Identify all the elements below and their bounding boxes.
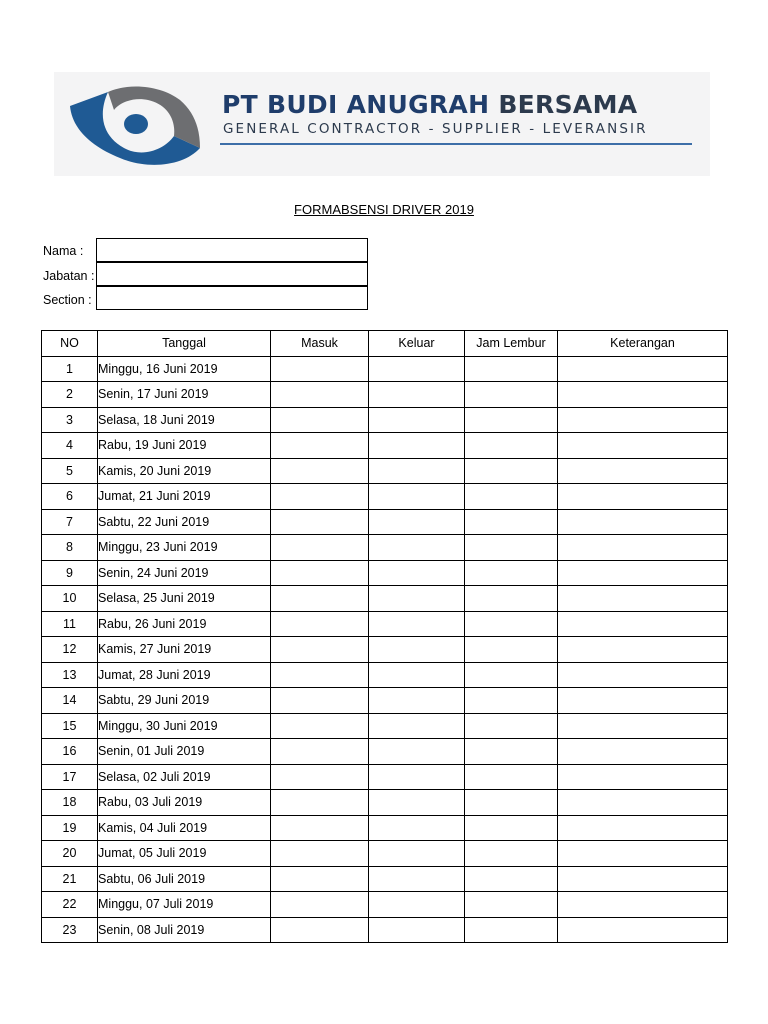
- table-row: [42, 739, 728, 765]
- row-number: 6: [42, 484, 98, 510]
- keterangan-cell[interactable]: [558, 484, 728, 510]
- keterangan-cell[interactable]: [558, 535, 728, 561]
- masuk-cell[interactable]: [271, 815, 369, 841]
- masuk-cell[interactable]: [271, 713, 369, 739]
- row-number: 13: [42, 662, 98, 688]
- masuk-cell[interactable]: [271, 637, 369, 663]
- row-date: Sabtu, 29 Juni 2019: [98, 688, 271, 714]
- keterangan-cell[interactable]: [558, 764, 728, 790]
- row-number: 2: [42, 382, 98, 408]
- keluar-cell[interactable]: [369, 917, 465, 943]
- row-date: Kamis, 20 Juni 2019: [98, 458, 271, 484]
- keterangan-cell[interactable]: [558, 382, 728, 408]
- masuk-cell[interactable]: [271, 535, 369, 561]
- table-row: [42, 407, 728, 433]
- keluar-cell[interactable]: [369, 509, 465, 535]
- row-date: Minggu, 16 Juni 2019: [98, 356, 271, 382]
- row-date: Senin, 17 Juni 2019: [98, 382, 271, 408]
- table-row: [42, 815, 728, 841]
- table-row: [42, 586, 728, 612]
- table-row: [42, 535, 728, 561]
- keterangan-cell[interactable]: [558, 841, 728, 867]
- masuk-cell[interactable]: [271, 790, 369, 816]
- field-label-jabatan: Jabatan :: [43, 269, 95, 283]
- row-number: 12: [42, 637, 98, 663]
- row-number: 3: [42, 407, 98, 433]
- jam-lembur-cell[interactable]: [465, 509, 558, 535]
- column-header-keterangan: Keterangan: [558, 331, 728, 357]
- jam-lembur-cell[interactable]: [465, 790, 558, 816]
- jabatan-field[interactable]: [96, 262, 368, 286]
- row-date: Kamis, 27 Juni 2019: [98, 637, 271, 663]
- keluar-cell[interactable]: [369, 560, 465, 586]
- company-tagline: GENERAL CONTRACTOR - SUPPLIER - LEVERANSIR: [223, 121, 648, 137]
- keterangan-cell[interactable]: [558, 866, 728, 892]
- row-date: Jumat, 21 Juni 2019: [98, 484, 271, 510]
- jam-lembur-cell[interactable]: [465, 382, 558, 408]
- table-row: [42, 866, 728, 892]
- keterangan-cell[interactable]: [558, 892, 728, 918]
- masuk-cell[interactable]: [271, 892, 369, 918]
- row-date: Minggu, 07 Juli 2019: [98, 892, 271, 918]
- row-number: 16: [42, 739, 98, 765]
- column-header-masuk: Masuk: [271, 331, 369, 357]
- keluar-cell[interactable]: [369, 586, 465, 612]
- row-date: Senin, 24 Juni 2019: [98, 560, 271, 586]
- table-row: [42, 637, 728, 663]
- row-number: 17: [42, 764, 98, 790]
- jam-lembur-cell[interactable]: [465, 917, 558, 943]
- masuk-cell[interactable]: [271, 484, 369, 510]
- keluar-cell[interactable]: [369, 764, 465, 790]
- row-number: 19: [42, 815, 98, 841]
- jam-lembur-cell[interactable]: [465, 407, 558, 433]
- masuk-cell[interactable]: [271, 560, 369, 586]
- jam-lembur-cell[interactable]: [465, 484, 558, 510]
- keterangan-cell[interactable]: [558, 662, 728, 688]
- keterangan-cell[interactable]: [558, 713, 728, 739]
- masuk-cell[interactable]: [271, 662, 369, 688]
- jam-lembur-cell[interactable]: [465, 356, 558, 382]
- row-number: 15: [42, 713, 98, 739]
- masuk-cell[interactable]: [271, 688, 369, 714]
- row-date: Rabu, 19 Juni 2019: [98, 433, 271, 459]
- row-date: Selasa, 18 Juni 2019: [98, 407, 271, 433]
- tagline-divider: [220, 143, 692, 145]
- row-number: 10: [42, 586, 98, 612]
- table-row: [42, 764, 728, 790]
- row-date: Sabtu, 06 Juli 2019: [98, 866, 271, 892]
- keluar-cell[interactable]: [369, 662, 465, 688]
- row-number: 9: [42, 560, 98, 586]
- jam-lembur-cell[interactable]: [465, 764, 558, 790]
- column-header-jam-lembur: Jam Lembur: [465, 331, 558, 357]
- jam-lembur-cell[interactable]: [465, 637, 558, 663]
- company-name: [222, 90, 637, 119]
- masuk-cell[interactable]: [271, 866, 369, 892]
- form-title: FORMABSENSI DRIVER 2019: [294, 202, 474, 217]
- table-row: [42, 560, 728, 586]
- masuk-cell[interactable]: [271, 433, 369, 459]
- row-number: 1: [42, 356, 98, 382]
- section-field[interactable]: [96, 286, 368, 310]
- keluar-cell[interactable]: [369, 866, 465, 892]
- field-label-section: Section :: [43, 293, 92, 307]
- row-number: 11: [42, 611, 98, 637]
- masuk-cell[interactable]: [271, 586, 369, 612]
- row-date: Sabtu, 22 Juni 2019: [98, 509, 271, 535]
- keterangan-cell[interactable]: [558, 637, 728, 663]
- keluar-cell[interactable]: [369, 535, 465, 561]
- jam-lembur-cell[interactable]: [465, 586, 558, 612]
- keterangan-cell[interactable]: [558, 407, 728, 433]
- keterangan-cell[interactable]: [558, 356, 728, 382]
- table-row: [42, 433, 728, 459]
- keluar-cell[interactable]: [369, 841, 465, 867]
- jam-lembur-cell[interactable]: [465, 458, 558, 484]
- row-number: 20: [42, 841, 98, 867]
- column-header-keluar: Keluar: [369, 331, 465, 357]
- keluar-cell[interactable]: [369, 790, 465, 816]
- nama-field[interactable]: [96, 238, 368, 262]
- keluar-cell[interactable]: [369, 637, 465, 663]
- table-row: [42, 509, 728, 535]
- row-date: Kamis, 04 Juli 2019: [98, 815, 271, 841]
- jam-lembur-cell[interactable]: [465, 713, 558, 739]
- keluar-cell[interactable]: [369, 407, 465, 433]
- table-row: [42, 484, 728, 510]
- row-number: 5: [42, 458, 98, 484]
- keluar-cell[interactable]: [369, 484, 465, 510]
- row-date: Rabu, 26 Juni 2019: [98, 611, 271, 637]
- keterangan-cell[interactable]: [558, 458, 728, 484]
- table-body: [42, 356, 728, 943]
- row-date: Minggu, 30 Juni 2019: [98, 713, 271, 739]
- masuk-cell[interactable]: [271, 382, 369, 408]
- table-row: [42, 356, 728, 382]
- keluar-cell[interactable]: [369, 382, 465, 408]
- table-row: [42, 662, 728, 688]
- keluar-cell[interactable]: [369, 688, 465, 714]
- row-number: 8: [42, 535, 98, 561]
- keterangan-cell[interactable]: [558, 917, 728, 943]
- row-date: Jumat, 28 Juni 2019: [98, 662, 271, 688]
- table-row: [42, 382, 728, 408]
- masuk-cell[interactable]: [271, 458, 369, 484]
- table-row: [42, 611, 728, 637]
- masuk-cell[interactable]: [271, 407, 369, 433]
- keluar-cell[interactable]: [369, 892, 465, 918]
- jam-lembur-cell[interactable]: [465, 688, 558, 714]
- attendance-table: [41, 330, 728, 943]
- keterangan-cell[interactable]: [558, 611, 728, 637]
- jam-lembur-cell[interactable]: [465, 892, 558, 918]
- company-logo-icon: [68, 84, 204, 166]
- keterangan-cell[interactable]: [558, 688, 728, 714]
- table-header-row: [42, 331, 728, 357]
- row-number: 22: [42, 892, 98, 918]
- masuk-cell[interactable]: [271, 917, 369, 943]
- row-number: 18: [42, 790, 98, 816]
- jam-lembur-cell[interactable]: [465, 815, 558, 841]
- row-date: Minggu, 23 Juni 2019: [98, 535, 271, 561]
- row-date: Selasa, 25 Juni 2019: [98, 586, 271, 612]
- field-label-nama: Nama :: [43, 244, 84, 258]
- jam-lembur-cell[interactable]: [465, 560, 558, 586]
- keluar-cell[interactable]: [369, 713, 465, 739]
- jam-lembur-cell[interactable]: [465, 662, 558, 688]
- company-name-secondary: BERSAMA: [498, 90, 638, 119]
- jam-lembur-cell[interactable]: [465, 841, 558, 867]
- masuk-cell[interactable]: [271, 509, 369, 535]
- row-date: Senin, 08 Juli 2019: [98, 917, 271, 943]
- keterangan-cell[interactable]: [558, 509, 728, 535]
- row-number: 7: [42, 509, 98, 535]
- row-number: 23: [42, 917, 98, 943]
- jam-lembur-cell[interactable]: [465, 433, 558, 459]
- row-date: Rabu, 03 Juli 2019: [98, 790, 271, 816]
- jam-lembur-cell[interactable]: [465, 866, 558, 892]
- table-row: [42, 713, 728, 739]
- masuk-cell[interactable]: [271, 764, 369, 790]
- keluar-cell[interactable]: [369, 739, 465, 765]
- row-number: 4: [42, 433, 98, 459]
- masuk-cell[interactable]: [271, 841, 369, 867]
- keluar-cell[interactable]: [369, 611, 465, 637]
- table-row: [42, 688, 728, 714]
- table-row: [42, 892, 728, 918]
- table-row: [42, 841, 728, 867]
- keluar-cell[interactable]: [369, 815, 465, 841]
- row-date: Jumat, 05 Juli 2019: [98, 841, 271, 867]
- row-number: 21: [42, 866, 98, 892]
- masuk-cell[interactable]: [271, 739, 369, 765]
- keterangan-cell[interactable]: [558, 739, 728, 765]
- masuk-cell[interactable]: [271, 356, 369, 382]
- jam-lembur-cell[interactable]: [465, 739, 558, 765]
- table-row: [42, 917, 728, 943]
- keterangan-cell[interactable]: [558, 433, 728, 459]
- keterangan-cell[interactable]: [558, 560, 728, 586]
- column-header-no: NO: [42, 331, 98, 357]
- column-header-tanggal: Tanggal: [98, 331, 271, 357]
- masuk-cell[interactable]: [271, 611, 369, 637]
- row-number: 14: [42, 688, 98, 714]
- keterangan-cell[interactable]: [558, 790, 728, 816]
- keluar-cell[interactable]: [369, 356, 465, 382]
- table-row: [42, 458, 728, 484]
- keluar-cell[interactable]: [369, 433, 465, 459]
- keterangan-cell[interactable]: [558, 586, 728, 612]
- keluar-cell[interactable]: [369, 458, 465, 484]
- jam-lembur-cell[interactable]: [465, 611, 558, 637]
- row-date: Senin, 01 Juli 2019: [98, 739, 271, 765]
- table-row: [42, 790, 728, 816]
- row-date: Selasa, 02 Juli 2019: [98, 764, 271, 790]
- company-name-primary: PT BUDI ANUGRAH: [222, 90, 490, 119]
- keterangan-cell[interactable]: [558, 815, 728, 841]
- jam-lembur-cell[interactable]: [465, 535, 558, 561]
